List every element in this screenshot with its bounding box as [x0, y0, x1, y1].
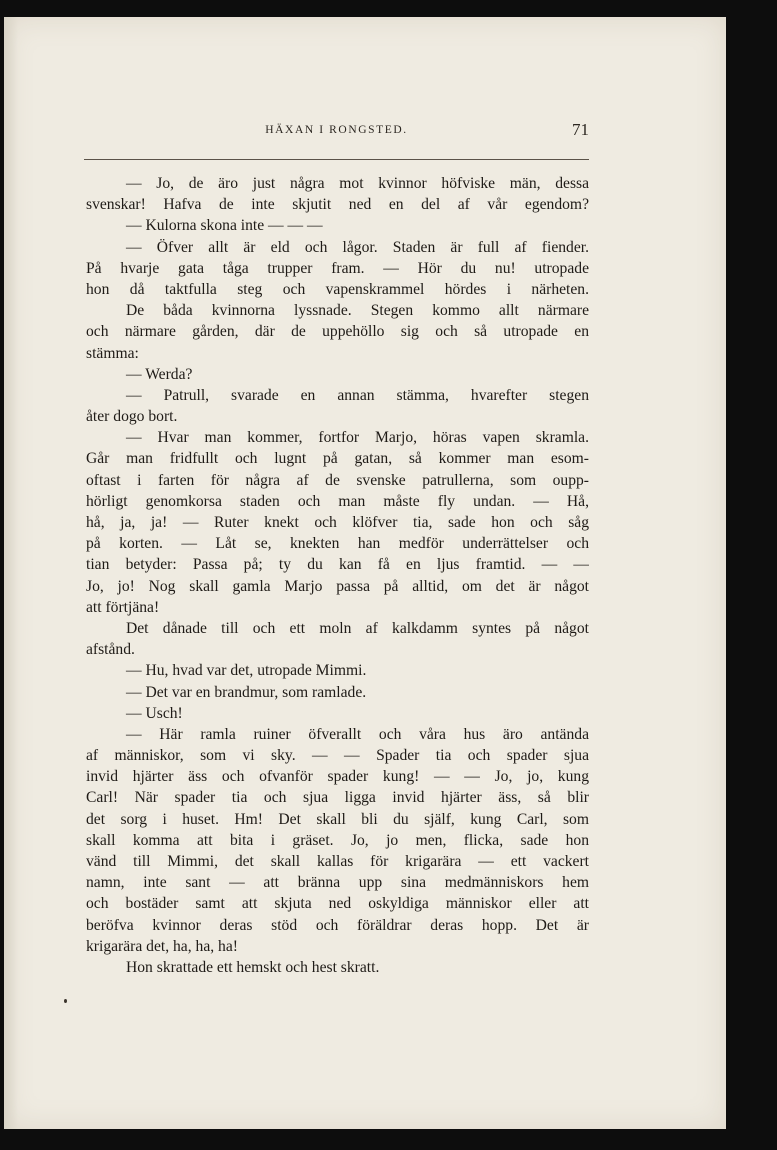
- text-line: — Här ramla ruiner öfverallt och våra hus äro antända: [126, 725, 589, 743]
- text-line: — Patrull, svarade en annan stämma, hvarefter stegen: [126, 386, 589, 404]
- text-line: skall komma att bita i gräset. Jo, jo men, flicka, sade hon: [86, 831, 589, 849]
- text-line: — Det var en brandmur, som ramlade.: [126, 683, 367, 701]
- text-line: Går man fridfullt och lugnt på gatan, så kommer man esom-: [86, 450, 589, 468]
- text-line: tian betyder: Passa på; ty du kan få en ljus framtid. — —: [86, 556, 589, 574]
- text-line: krigarära det, ha, ha, ha!: [86, 937, 238, 955]
- page-number: 71: [572, 120, 589, 139]
- text-line: På hvarje gata tåga trupper fram. — Hör du nu! utropade: [86, 259, 589, 277]
- text-line: beröfva kvinnor deras stöd och föräldrar deras hopp. Det är: [86, 916, 589, 934]
- text-line: — Werda?: [126, 365, 193, 383]
- header-rule: [84, 159, 589, 160]
- text-line: — Usch!: [126, 704, 183, 722]
- text-line: Det dånade till och ett moln af kalkdamm syntes på något: [126, 619, 589, 637]
- text-line: svenskar! Hafva de inte skjutit ned en del af vår egendom?: [86, 196, 589, 214]
- text-line: De båda kvinnorna lyssnade. Stegen kommo allt närmare: [126, 302, 589, 320]
- text-line: hörligt genomkorsa staden och man måste fly undan. — Hå,: [86, 492, 589, 510]
- text-line: stämma:: [86, 344, 139, 362]
- text-line: — Öfver allt är eld och lågor. Staden är full af fiender.: [126, 238, 589, 256]
- text-line: — Kulorna skona inte — — —: [126, 217, 323, 235]
- text-line: vänd till Mimmi, det skall kallas för krigarära — ett vackert: [86, 853, 589, 870]
- text-line: — Hvar man kommer, fortfor Marjo, höras vapen skramla.: [126, 429, 589, 447]
- text-line: invid hjärter äss och ofvanför spader kung! — — Jo, jo, kung: [86, 768, 589, 786]
- text-line: — Jo, de äro just några mot kvinnor höfviske män, dessa: [126, 175, 589, 192]
- text-line: att förtjäna!: [86, 598, 160, 616]
- text-line: åter dogo bort.: [86, 408, 178, 426]
- text-line: oftast i farten för några af de svenske patrullerna, som oupp-: [86, 471, 589, 489]
- text-line: namn, inte sant — att bränna upp sina medmänniskors hem: [86, 874, 589, 892]
- text-line: — Hu, hvad var det, utropade Mimmi.: [126, 662, 367, 680]
- text-line: på korten. — Låt se, knekten han medför underrättelser och: [86, 535, 589, 553]
- body-text: [86, 173, 589, 978]
- ink-speck: [64, 999, 67, 1003]
- text-line: af människor, som vi sky. — — Spader tia och spader sjua: [86, 747, 589, 765]
- text-line: hon då taktfulla steg och vapenskrammel hördes i närheten.: [86, 280, 589, 298]
- text-line: Carl! När spader tia och sjua ligga invid hjärter äss, så blir: [86, 789, 589, 807]
- running-title: HÄXAN I RONGSTED.: [265, 124, 408, 136]
- text-line: och bostäder samt att skjuta ned oskyldiga människor eller att: [86, 895, 589, 913]
- text-line: Jo, jo! Nog skall gamla Marjo passa på alltid, om det är något: [86, 577, 589, 595]
- text-line: afstånd.: [86, 641, 135, 659]
- text-line: och närmare gården, där de uppehöllo sig och så utropade en: [86, 323, 589, 341]
- text-line: Hon skrattade ett hemskt och hest skratt.: [126, 958, 380, 976]
- text-line: det sorg i huset. Hm! Det skall bli du själf, kung Carl, som: [86, 810, 589, 828]
- text-line: hå, ja, ja! — Ruter knekt och klöfver tia, sade hon och såg: [86, 514, 589, 531]
- running-head: [84, 120, 589, 142]
- book-page: [4, 17, 726, 1129]
